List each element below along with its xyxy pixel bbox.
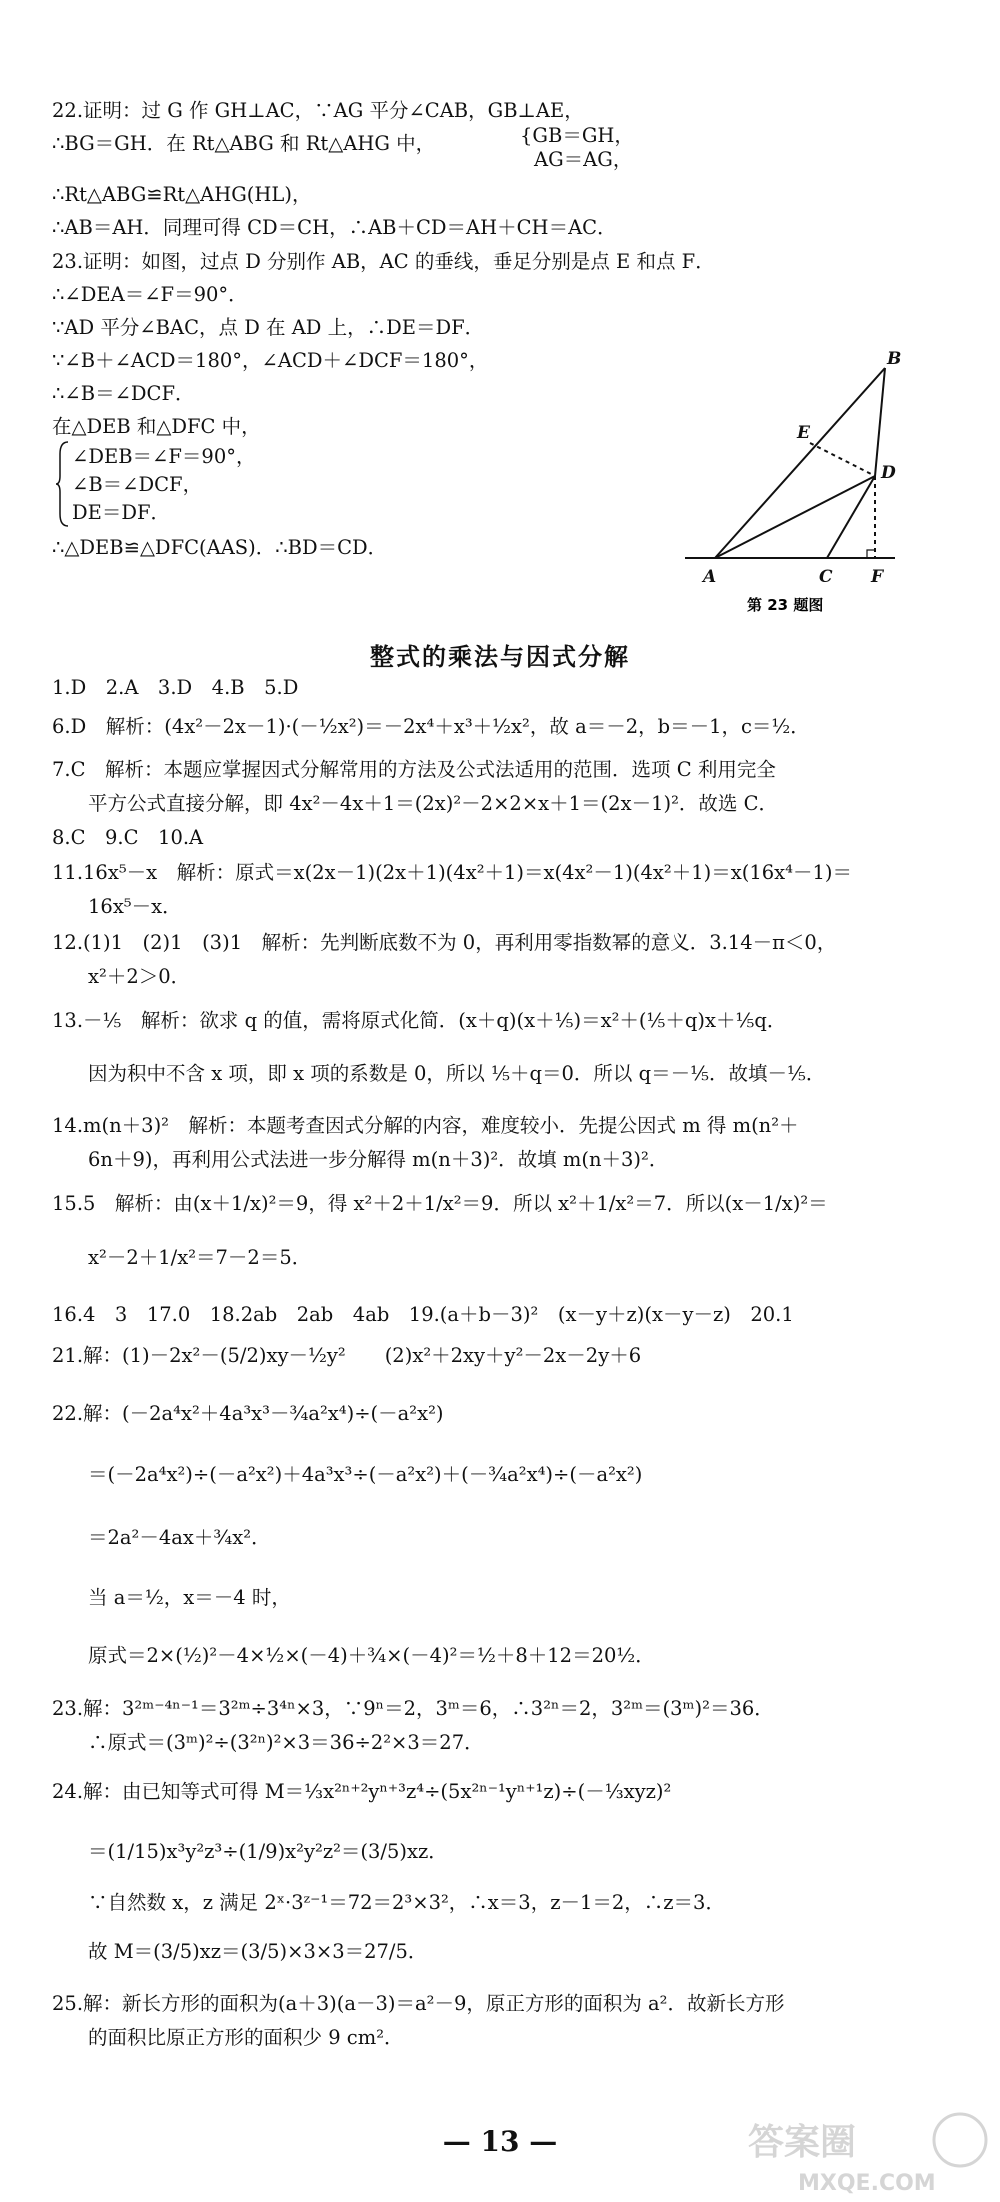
line-ans-11a: 11.16x⁵－x 解析：原式＝x(2x－1)(2x＋1)(4x²＋1)＝x(4x²－1)(4x²＋1)＝x(16x⁴－1)＝ [52, 861, 852, 884]
line-ans-22a: 22.解：(－2a⁴x²＋4a³x³－¾a²x⁴)÷(－a²x²) [52, 1402, 444, 1425]
line-ans-6: 6.D 解析：(4x²－2x－1)·(－½x²)＝－2x⁴＋x³＋½x²，故 a＝－2，b＝－1，c＝½． [52, 715, 810, 738]
line-q23-proof-1: 23.证明：如图，过点 D 分别作 AB，AC 的垂线，垂足分别是点 E 和点 F． [52, 250, 715, 273]
line-ans-25a: 25.解：新长方形的面积为(a＋3)(a－3)＝a²－9，原正方形的面积为 a²．故新长方形 [52, 1992, 785, 2015]
line-ans-11b: 16x⁵－x． [88, 895, 182, 918]
line-q22-brace-2: AG＝AG， [534, 148, 633, 171]
line-ans-7a: 7.C 解析：本题应掌握因式分解常用的方法及公式法适用的范围．选项 C 利用完全 [52, 758, 776, 781]
svg-text:MXQE.COM: MXQE.COM [798, 2171, 936, 2196]
line-ans-12b: x²＋2＞0． [88, 965, 191, 988]
system-brace [56, 440, 70, 528]
figure-caption: 第 23 题图 [747, 596, 824, 614]
line-ans-14b: 6n＋9)，再利用公式法进一步分解得 m(n＋3)²．故填 m(n＋3)²． [88, 1148, 669, 1171]
line-q22-proof-2: ∴BG＝GH．在 Rt△ABG 和 Rt△AHG 中， [52, 132, 436, 155]
line-ans-14a: 14.m(n＋3)² 解析：本题考查因式分解的内容，难度较小．先提公因式 m 得 m(n²＋ [52, 1114, 799, 1137]
right-angle-f [867, 550, 875, 558]
line-ans-22d: 当 a＝½，x＝－4 时， [88, 1586, 291, 1609]
perpendicular-de [810, 443, 875, 476]
label-b: B [887, 349, 902, 369]
label-f: F [871, 567, 884, 587]
watermark-logo [738, 2110, 988, 2198]
line-q23-proof-5: ∴∠B＝∠DCF． [52, 382, 195, 405]
label-c: C [819, 567, 833, 587]
line-q22-proof-4: ∴AB＝AH．同理可得 CD＝CH，∴AB＋CD＝AH＋CH＝AC． [52, 216, 617, 239]
label-a: A [703, 567, 717, 587]
line-q23-proof-4: ∵∠B＋∠ACD＝180°，∠ACD＋∠DCF＝180°， [52, 349, 489, 372]
label-d: D [881, 463, 896, 483]
line-ans-16-20: 16.4 3 17.0 18.2ab 2ab 4ab 19.(a＋b－3)² (x－y＋z)(x－y－z) 20.1 [52, 1303, 794, 1326]
segment-ab [715, 368, 885, 558]
line-q23-proof-7: ∴△DEB≌△DFC(AAS)．∴BD＝CD． [52, 536, 388, 559]
line-q23-brace-1: ∠DEB＝∠F＝90°， [72, 445, 256, 468]
line-ans-21: 21.解：(1)－2x²－(5/2)xy－½y² (2)x²＋2xy＋y²－2x－2y＋6 [52, 1344, 642, 1367]
triangle-figure [675, 348, 915, 618]
line-ans-23a: 23.解：3²ᵐ⁻⁴ⁿ⁻¹＝3²ᵐ÷3⁴ⁿ×3，∵9ⁿ＝2，3ᵐ＝6，∴3²ⁿ＝2，3²ᵐ＝(3ᵐ)²＝36． [52, 1697, 774, 1720]
line-ans-22e: 原式＝2×(½)²－4×½×(－4)＋¾×(－4)²＝½＋8＋12＝20½． [88, 1644, 655, 1667]
svg-text:答案圈: 答案圈 [748, 2122, 857, 2163]
line-ans-8-10: 8.C 9.C 10.A [52, 826, 204, 849]
line-q23-proof-3: ∵AD 平分∠BAC，点 D 在 AD 上，∴DE＝DF． [52, 316, 485, 339]
line-ans-1-5: 1.D 2.A 3.D 4.B 5.D [52, 676, 299, 699]
line-ans-7b: 平方公式直接分解，即 4x²－4x＋1＝(2x)²－2×2×x＋1＝(2x－1)²．故选 C． [88, 792, 779, 815]
section-heading: 整式的乘法与因式分解 [370, 643, 630, 671]
line-ans-15b: x²－2＋1/x²＝7－2＝5． [88, 1246, 312, 1269]
line-ans-22c: ＝2a²－4ax＋¾x²． [88, 1526, 271, 1549]
label-e: E [797, 423, 810, 443]
page-number: — 13 — [442, 2125, 558, 2158]
line-ans-12a: 12.(1)1 (2)1 (3)1 解析：先判断底数不为 0，再利用零指数幂的意义．3.14－π＜0， [52, 931, 837, 954]
line-q22-brace-1: {GB＝GH， [520, 124, 634, 147]
line-ans-13b: 因为积中不含 x 项，即 x 项的系数是 0，所以 ⅕＋q＝0．所以 q＝－⅕．故填－⅕． [88, 1062, 826, 1085]
line-q22-proof-3: ∴Rt△ABG≌Rt△AHG(HL)， [52, 183, 312, 206]
line-ans-15a: 15.5 解析：由(x＋1/x)²＝9，得 x²＋2＋1/x²＝9．所以 x²＋1/x²＝7．所以(x－1/x)²＝ [52, 1192, 828, 1215]
line-ans-24d: 故 M＝(3/5)xz＝(3/5)×3×3＝27/5． [88, 1940, 428, 1963]
line-ans-13a: 13.－⅕ 解析：欲求 q 的值，需将原式化简．(x＋q)(x＋⅕)＝x²＋(⅕＋q)x＋⅕q． [52, 1009, 787, 1032]
line-q23-brace-2: ∠B＝∠DCF， [72, 473, 203, 496]
line-q23-brace-3: DE＝DF． [72, 501, 171, 524]
segment-bd [875, 368, 885, 476]
line-ans-24b: ＝(1/15)x³y²z³÷(1/9)x²y²z²＝(3/5)xz． [88, 1840, 448, 1863]
line-ans-25b: 的面积比原正方形的面积少 9 cm²． [88, 2026, 404, 2049]
line-ans-24a: 24.解：由已知等式可得 M＝⅓x²ⁿ⁺²yⁿ⁺³z⁴÷(5x²ⁿ⁻¹yⁿ⁺¹z)÷(－⅓xyz)² [52, 1780, 672, 1803]
line-ans-22b: ＝(－2a⁴x²)÷(－a²x²)＋4a³x³÷(－a²x²)＋(－¾a²x⁴)÷(－a²x²) [88, 1463, 643, 1486]
line-q23-proof-2: ∴∠DEA＝∠F＝90°． [52, 283, 248, 306]
line-q22-proof-1: 22.证明：过 G 作 GH⊥AC，∵AG 平分∠CAB，GB⊥AE， [52, 99, 584, 122]
line-ans-24c: ∵自然数 x，z 满足 2ˣ·3ᶻ⁻¹＝72＝2³×3²，∴x＝3，z－1＝2，∴z＝3． [88, 1891, 725, 1914]
line-ans-23b: ∴原式＝(3ᵐ)²÷(3²ⁿ)²×3＝36÷2²×3＝27． [88, 1731, 484, 1754]
line-q23-proof-6: 在△DEB 和△DFC 中， [52, 415, 261, 438]
